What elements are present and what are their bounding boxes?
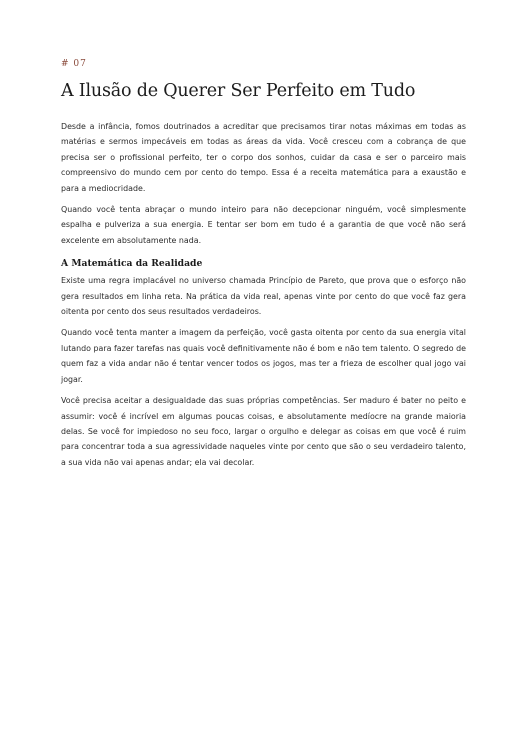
chapter-title: A Ilusão de Querer Ser Perfeito em Tudo [61, 81, 416, 101]
chapter-number: # 07 [61, 59, 87, 69]
intro-paragraph: Desde a infância, fomos doutrinados a acreditar que precisamos tirar notas máximas em todas as matérias e sermos impecáveis em todas as áreas da vida. Você cresceu com a cobrança de que precisa ser o profissional perfeito, ter o corpo dos sonhos, cuidar da casa e ser o parceiro mais compreensivo do mundo cem por cento do tempo. Essa é a receita matemática para a exaustão e para a mediocridade. [61, 122, 466, 193]
section-paragraph: Você precisa aceitar a desigualdade das suas próprias competências. Ser maduro é bater no peito e assumir: você é incrível em algumas poucas coisas, e absolutamente medíocre na grande maioria delas. Se você for impiedoso no seu foco, largar o orgulho e delegar as coisas em que você é ruim para concentrar toda a sua agressividade naqueles vinte por cento que são o seu verdadeiro talento, a sua vida não vai apenas andar; ela vai decolar. [61, 396, 466, 467]
chapter-content [61, 58, 466, 476]
section-paragraph: Quando você tenta manter a imagem da perfeição, você gasta oitenta por cento da sua energia vital lutando para fazer tarefas nas quais você definitivamente não é bom e não tem talento. O segredo de quem faz a vida andar não é tentar vencer todos os jogos, mas ter a frieza de escolher qual jogo vai jogar. [61, 328, 466, 384]
section-paragraph: Existe uma regra implacável no universo chamada Princípio de Pareto, que prova que o esforço não gera resultados em linha reta. Na prática da vida real, apenas vinte por cento do que você faz gera oitenta por cento dos seus resultados verdadeiros. [61, 276, 466, 317]
section-heading: A Matemática da Realidade [61, 258, 203, 270]
intro-paragraph: Quando você tenta abraçar o mundo inteiro para não decepcionar ninguém, você simplesmente espalha e pulveriza a sua energia. E tentar ser bom em tudo é a garantia de que você não será excelente em absolutamente nada. [61, 205, 466, 245]
